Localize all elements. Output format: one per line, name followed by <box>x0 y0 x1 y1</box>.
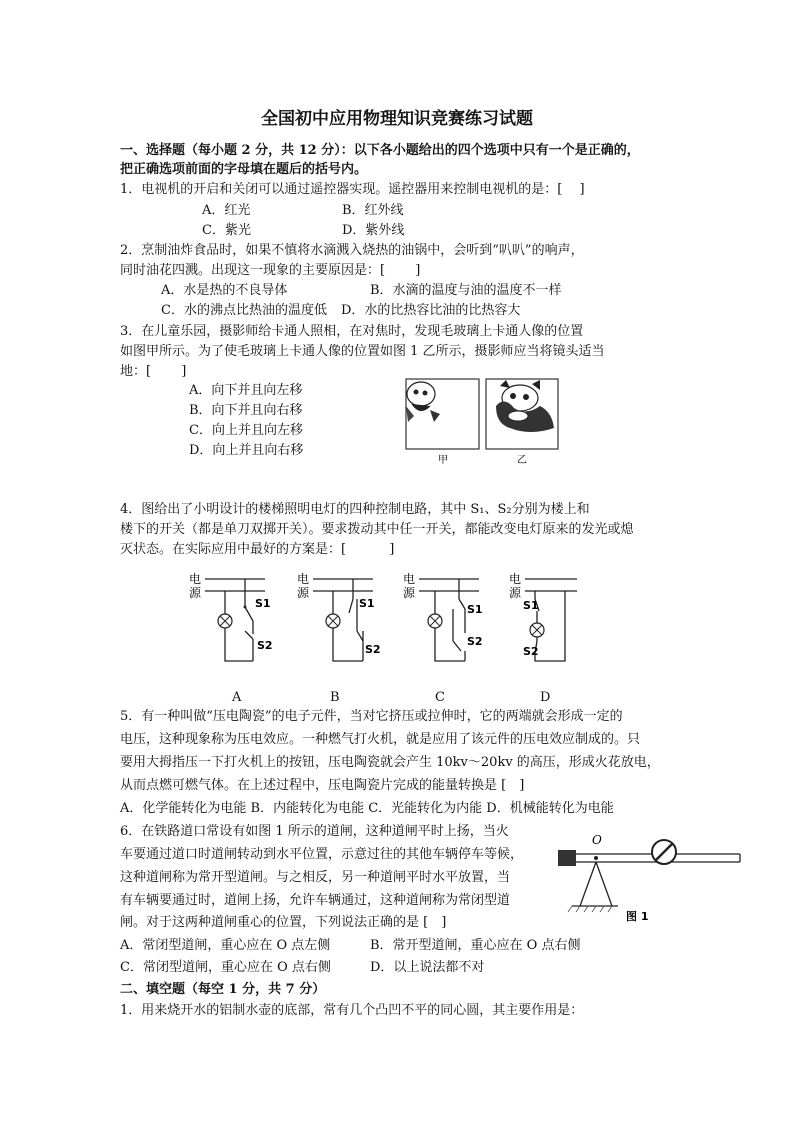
q3-option-a: A．向下并且向左移 <box>189 383 303 398</box>
svg-text:源: 源 <box>403 586 416 600</box>
q6-option-a: A．常闭型道闸，重心应在 O 点左侧 <box>120 938 331 953</box>
q3-stem-cont2: 地：[ ] <box>120 364 187 379</box>
circuit-a <box>185 569 275 669</box>
svg-text:电: 电 <box>509 572 522 586</box>
section2-heading: 二、填空题（每空 1 分，共 7 分） <box>120 982 326 997</box>
q6-line-3: 这种道闸称为常开型道闸。与之相反，另一种道闸平时水平放置，当 <box>120 870 511 885</box>
q5-line-4: 从而点燃可燃气体。在上述过程中，压电陶瓷片完成的能量转换是 [ ] <box>120 778 525 793</box>
q2-stem: 2．烹制油炸食品时，如果不慎将水滴溅入烧热的油锅中，会听到“叭叭”的响声， <box>120 243 584 258</box>
q4-stem-cont2: 灭状态。在实际应用中最好的方案是：[ ] <box>120 542 395 557</box>
q2-option-b: B．水滴的温度与油的温度不一样 <box>370 283 562 298</box>
q1-option-c: C．紫光 <box>202 223 251 238</box>
svg-text:电: 电 <box>297 572 310 586</box>
no-entry-sign-icon <box>652 840 676 864</box>
circuit-b <box>293 569 383 669</box>
q6-option-d: D．以上说法都不对 <box>370 960 485 975</box>
q1-stem: 1．电视机的开启和关闭可以通过遥控器实现。遥控器用来控制电视机的是：[ ] <box>120 182 585 197</box>
q5-line-1: 5．有一种叫做“压电陶瓷”的电子元件，当对它挤压或拉伸时，它的两端就会形成一定的 <box>120 709 623 724</box>
q4-stem-cont: 楼下的开关（都是单刀双掷开关）。要求拨动其中任一开关，都能改变电灯原来的发光或熄 <box>120 522 634 537</box>
svg-text:源: 源 <box>189 586 202 600</box>
svg-text:源: 源 <box>509 586 522 600</box>
svg-text:O: O <box>592 833 602 847</box>
q6-line-2: 车要通过道口时道闸转动到水平位置，示意过往的其他车辆停车等候， <box>120 847 524 862</box>
svg-text:S2: S2 <box>467 635 483 648</box>
svg-text:S2: S2 <box>365 643 381 656</box>
q2-option-c: C．水的沸点比热油的温度低 <box>161 303 327 318</box>
barrier-gate-figure <box>552 832 752 927</box>
q3-figure <box>400 376 565 466</box>
svg-text:电: 电 <box>403 572 416 586</box>
circuit-d <box>505 569 595 669</box>
section1-heading: 一、选择题（每小题 2 分，共 12 分）：以下各小题给出的四个选项中只有一个是正确的， <box>120 143 640 158</box>
fig-label-yi: 乙 <box>517 455 527 466</box>
q3-option-c: C．向上并且向左移 <box>189 423 303 438</box>
q1-option-d: D．紫外线 <box>342 223 405 238</box>
svg-text:S1: S1 <box>255 597 271 610</box>
q3-option-b: B．向下并且向右移 <box>189 403 303 418</box>
q1-option-a: A．红光 <box>202 203 251 218</box>
q3-option-d: D．向上并且向右移 <box>189 443 304 458</box>
section1-heading-cont: 把正确选项前面的字母填在题后的括号内。 <box>120 162 368 177</box>
q2-option-d: D．水的比热容比油的比热容大 <box>341 303 521 318</box>
svg-text:S1: S1 <box>359 597 375 610</box>
q3-stem-cont: 如图甲所示。为了使毛玻璃上卡通人像的位置如图 1 乙所示，摄影师应当将镜头适当 <box>120 344 605 359</box>
q1-option-b: B．红外线 <box>342 203 404 218</box>
q6-line-5: 闸。对于这两种道闸重心的位置，下列说法正确的是 [ ] <box>120 915 447 930</box>
circuit-label-d: D <box>540 690 551 705</box>
q6-line-1: 6．在铁路道口常设有如图 1 所示的道闸，这种道闸平时上扬，当火 <box>120 824 509 839</box>
cartoon-figure-right <box>496 380 554 432</box>
q2-stem-cont: 同时油花四溅。出现这一现象的主要原因是：[ ] <box>120 263 421 278</box>
q5-line-3: 要用大拇指压一下打火机上的按钮，压电陶瓷就会产生 10kv～20kv 的高压，形成火花放电， <box>120 755 660 770</box>
svg-text:电: 电 <box>189 572 202 586</box>
q6-line-4: 有车辆要通过时，道闸上扬，允许车辆通过，这种道闸称为常闭型道 <box>120 893 511 908</box>
circuit-label-b: B <box>330 690 340 705</box>
fig-label-jia: 甲 <box>438 455 448 466</box>
q3-stem: 3．在儿童乐园，摄影师给卡通人照相，在对焦时，发现毛玻璃上卡通人像的位置 <box>120 324 584 339</box>
svg-text:S1: S1 <box>523 599 539 612</box>
svg-text:S1: S1 <box>467 603 483 616</box>
svg-text:S2: S2 <box>257 639 273 652</box>
q5-line-2: 电压，这种现象称为压电效应。一种燃气打火机，就是应用了该元件的压电效应制成的。只 <box>120 732 641 747</box>
q6-option-b: B．常开型道闸，重心应在 O 点右侧 <box>370 938 581 953</box>
page-title: 全国初中应用物理知识竞赛练习试题 <box>261 109 533 129</box>
counterweight <box>558 850 576 866</box>
circuit-label-a: A <box>232 690 242 705</box>
circuit-c <box>399 569 489 669</box>
q6-option-c: C．常闭型道闸，重心应在 O 点右侧 <box>120 960 331 975</box>
q4-stem: 4．图给出了小明设计的楼梯照明电灯的四种控制电路，其中 S₁、S₂分别为楼上和 <box>120 502 590 517</box>
q2-option-a: A．水是热的不良导体 <box>161 283 288 298</box>
q5-options: A．化学能转化为电能 B．内能转化为电能 C．光能转化为内能 D．机械能转化为电能 <box>120 801 614 816</box>
circuit-label-c: C <box>435 690 445 705</box>
section2-q1: 1．用来烧开水的铝制水壶的底部，常有几个凸凹不平的同心圆，其主要作用是： <box>120 1003 584 1018</box>
svg-text:S2: S2 <box>523 645 539 658</box>
svg-text:图 1: 图 1 <box>626 910 649 923</box>
svg-text:源: 源 <box>297 586 310 600</box>
cartoon-figure-left <box>406 382 440 422</box>
